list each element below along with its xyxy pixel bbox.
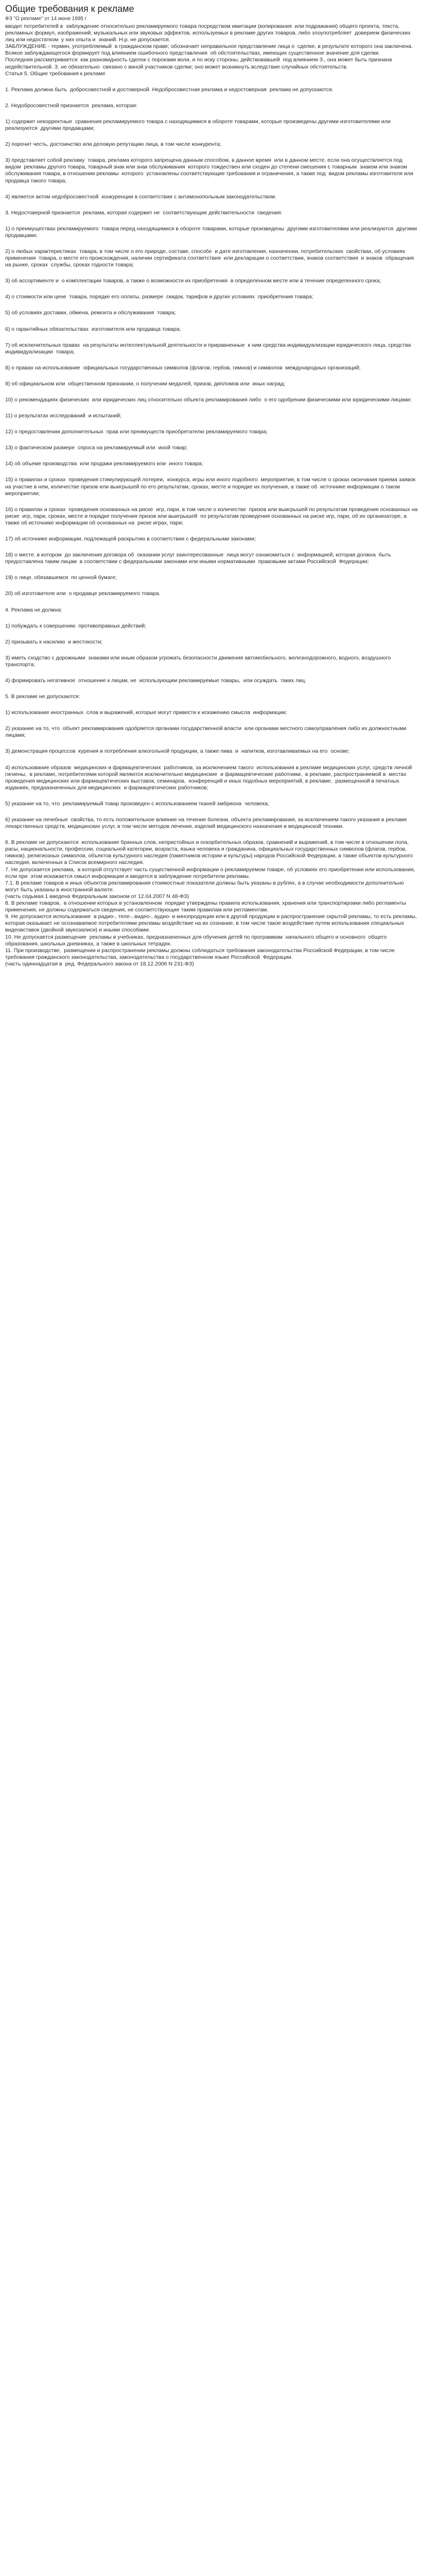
paragraph-spacer	[5, 614, 418, 623]
paragraph-spacer	[5, 668, 418, 677]
paragraph: 4. Реклама не должна:	[5, 606, 62, 613]
paragraph: 6. В рекламе не допускаются использование бранных слов, непристойных и оскорбительных образов, сравнений и выражений, в том числе в отношении пола, расы, национальности, профессии, социальной категории, возраста, языка человека и гражданина, официальных государственных символов (флагов, гербов, гимнов), религиозных символов, объектов культурного наследия (памятников истории и культуры) народов Российской Федерации, а также объектов культурного наследия, включенных в Список всемирного наследия.	[5, 839, 414, 866]
paragraph: 7) об исключительных правах на результаты интеллектуальной деятельности и приравненные к ним средства индивидуализации юридического лица, средства индивидуализации товара;	[5, 342, 413, 355]
paragraph: 6) указание на лечебные свойства, то есть положительное влияние на течение болезни, объекта рекламирования, за исключением такого указания в рекламе лекарственных средств, медицинских услуг, в том числе методов лечения, изделий медицинского назначения и медицинской техники.	[5, 817, 410, 830]
paragraph-spacer	[5, 184, 418, 194]
paragraph: 2) о любых характеристиках товара, в том числе о его природе, составе, способе и дате изготовления, назначении, потребительских свойствах, об условиях применения товара, о месте его происхождения, наличии сертификата соответствия или декларации о соответствии, знаков соответствия и знаков обращения на рынке, сроках службы, сроках годности товара;	[5, 248, 415, 268]
paragraph: 2) призывать к насилию и жестокости;	[5, 638, 103, 645]
paragraph: 3) иметь сходство с дорожными знаками или иным образом угрожать безопасности движения автомобильного, железнодорожного, водного, воздушного транспорта;	[5, 654, 394, 668]
paragraph: (часть седьмая.1 введена Федеральным законом от 12.04.2007 N 48-ФЗ)	[5, 893, 189, 900]
paragraph-spacer	[5, 109, 418, 118]
document-body	[5, 23, 418, 968]
paragraph-spacer	[5, 300, 418, 310]
paragraph: 11. При производстве, размещении и распространении рекламы должны соблюдаться требования законодательства Российской Федерации, в том числе требования гражданского законодательства, законодательства о государственном языке Российской Федерации.	[5, 947, 396, 960]
page-title: Общие требования к рекламе	[5, 4, 134, 14]
paragraph: 5. В рекламе не допускаются:	[5, 693, 80, 700]
paragraph: 10. Не допускается размещение рекламы в учебниках, предназначенных для обучения детей по программам начального общего и основного общего образования, школьных дневниках, а также в школьных тетрадях.	[5, 934, 389, 947]
paragraph-spacer	[5, 700, 418, 709]
paragraph: 9) об официальном или общественном признании, о получении медалей, призов, дипломов или иных наград;	[5, 380, 286, 387]
paragraph-spacer	[5, 598, 418, 607]
paragraph: 17) об источнике информации, подлежащей раскрытию в соответствии с федеральными законами;	[5, 536, 256, 543]
paragraph: 4) формировать негативное отношение к лицам, не использующим рекламируемые товары, или осуждать таких лиц.	[5, 677, 306, 684]
paragraph: 4) является актом недобросовестной конкуренции в соответствии с антимонопольным законодательством.	[5, 193, 276, 200]
paragraph: 4) использование образов медицинских и фармацевтических работников, за исключением такого использования в рекламе медицинских услуг, средств личной гигиены, в рекламе, потребителями которой являются исключительно медицинские и фармацевтические работники, в рекламе, распространяемой в местах проведения медицинских или фармацевтических выставок, семинаров, конференций и иных подобных мероприятий, в рекламе, размещенной в печатных изданиях, предназначенных для медицинских и фармацевтических работников;	[5, 764, 414, 791]
paragraph: 13) о фактическом размере спроса на рекламируемый или иной товар;	[5, 445, 188, 451]
paragraph-spacer	[5, 371, 418, 381]
paragraph: 2) порочит честь, достоинство или деловую репутацию лица, в том числе конкурента;	[5, 141, 221, 148]
paragraph-spacer	[5, 565, 418, 574]
paragraph-spacer	[5, 527, 418, 536]
paragraph: 3. Недостоверной признается реклама, которая содержит не соответствующие действительности сведения:	[5, 209, 283, 216]
paragraph-spacer	[5, 630, 418, 639]
paragraph-spacer	[5, 581, 418, 590]
paragraph: 10) о рекомендациях физических или юридических лиц относительно объекта рекламирования либо о его одобрении физическими или юридическими лицами;	[5, 397, 412, 403]
paragraph-spacer	[5, 317, 418, 326]
document-page	[0, 0, 425, 968]
paragraph-spacer	[5, 419, 418, 429]
paragraph: 7. Не допускается реклама, в которой отсутствует часть существенной информации о рекламируемом товаре, об условиях его приобретения или использования, если при этом искажается смысл информации и вводятся в заблуждение потребители рекламы.	[5, 866, 417, 879]
paragraph-spacer	[5, 148, 418, 157]
paragraph: ЗАБЛУЖДЕНИЕ - термин, употребляемый в гражданском праве; обозначает неправильное представление лица о сделке, в результате которого она заключена. Всякое заблуждающегося формирует под влиянием ошибочного представления об обстоятельствах, имеющих существенное значение для сделки.	[5, 43, 414, 57]
paragraph-spacer	[5, 284, 418, 294]
paragraph-spacer	[5, 684, 418, 693]
paragraph: 5) об условиях доставки, обмена, ремонта и обслуживания товара;	[5, 310, 176, 316]
paragraph: 11) о результатах исследований и испытаний;	[5, 413, 121, 419]
paragraph: 1) содержит некорректные сравнения рекламируемого товара с находящимися в обороте товарами, которые произведены другими изготовителями или реализуются другими продавцами;	[5, 118, 392, 132]
paragraph: 16) о правилах и сроках проведения основанных на риске игр, пари, в том числе о количестве призов или выигрышей по результатам проведения основанных на риске игр, пари, сроках, месте и порядке получения призов или выигрышей по результатам проведения основанных на риске игр, пари, об их организаторе, а также об источнике информации об основанных на риске играх, пари;	[5, 506, 420, 526]
paragraph-spacer	[5, 216, 418, 226]
paragraph-spacer	[5, 646, 418, 655]
paragraph-spacer	[5, 497, 418, 506]
paragraph-spacer	[5, 355, 418, 365]
paragraph-spacer	[5, 791, 418, 801]
paragraph: 2) указание на то, что объект рекламирования одобряется органами государственной власти или органами местного самоуправления либо их должностными лицами;	[5, 725, 408, 739]
paragraph: 2. Недобросовестной признается реклама, которая:	[5, 102, 137, 109]
paragraph: 1) о преимуществах рекламируемого товара перед находящимися в обороте товарами, которые произведены другими изготовителями или реализуются другими продавцами;	[5, 225, 418, 239]
paragraph: 5) указание на то, что рекламируемый товар произведен с использованием тканей эмбриона человека;	[5, 800, 269, 807]
paragraph-spacer	[5, 333, 418, 342]
paragraph: 12) о предоставлении дополнительных прав или преимуществ приобретателю рекламируемого товара;	[5, 429, 268, 435]
paragraph: вводит потребителей в заблуждение относительно рекламируемого товара посредством имитации (копирования или подражания) общего проекта, текста, рекламных формул, изображений, музыкальных или звуковых эффектов, используемых в рекламе других товаров, либо злоупотребляет доверием физических лиц или недостатком у них опыта и знаний. Н.р. не допускается.	[5, 23, 412, 43]
paragraph-spacer	[5, 451, 418, 461]
paragraph-spacer	[5, 435, 418, 445]
paragraph: 1) побуждать к совершению противоправных действий;	[5, 622, 147, 629]
paragraph: 1) использование иностранных слов и выражений, которые могут привести к искажению смысла информации;	[5, 709, 287, 716]
paragraph: 19) о лице, обязавшемся по ценной бумаге;	[5, 574, 117, 581]
paragraph: 9. Не допускаются использование в радио-, теле-, видео-, аудио- и кинопродукции или в другой продукции и распространение скрытой рекламы, то есть рекламы, которая оказывает не осознаваемое потребителями рекламы воздействие на их сознание, в том числе такое воздействие путем использования специальных видеовставок (двойной звукозаписи) и иными способами.	[5, 913, 418, 934]
paragraph-spacer	[5, 268, 418, 278]
paragraph-spacer	[5, 200, 418, 210]
paragraph: 6) о гарантийных обязательствах изготовителя или продавца товара;	[5, 326, 181, 332]
paragraph: 15) о правилах и сроках проведения стимулирующей лотереи, конкурса, игры или иного подобного мероприятия, в том числе о сроках окончания приема заявок на участие в нем, количестве призов или выигрышей по его результатам, сроках, месте и порядке их получения, а также об источнике информации о таком мероприятии;	[5, 477, 418, 497]
paragraph: 1. Реклама должна быть добросовестной и достоверной. Недобросовестная реклама и недостоверная реклама не допускаются.	[5, 86, 334, 93]
paragraph-spacer	[5, 716, 418, 725]
paragraph: 8. В рекламе товаров, в отношении которых в установленном порядке утверждены правила использования, хранения или транспортировки либо регламенты применения, не должны содержаться сведения, не соответствующие таким правилам или регламентам.	[5, 900, 408, 913]
paragraph: (часть одиннадцатая в ред. Федерального закона от 18.12.2006 N 231-ФЗ)	[5, 960, 194, 967]
paragraph: 7.1. В рекламе товаров и иных объектов рекламирования стоимостные показатели должны быть указаны в рублях, а в случае необходимости дополнительно могут быть указаны в иностранной валюте.	[5, 879, 406, 893]
paragraph-spacer	[5, 77, 418, 87]
paragraph: 18) о месте, в котором до заключения договора об оказании услуг заинтересованные лица могут ознакомиться с информацией, которая должна быть предоставлена таким лицам в соответствии с федеральными законами или иными нормативными правовыми актами Российской Федерации;	[5, 552, 394, 565]
paragraph-spacer	[5, 387, 418, 397]
paragraph: 3) демонстрация процессов курения и потребления алкогольной продукции, а также пива и напитков, изготавливаемых на его основе;	[5, 748, 350, 755]
paragraph: 4) о стоимости или цене товара, порядке его оплаты, размере скидок, тарифов и других условиях приобретения товара;	[5, 294, 313, 300]
paragraph: 3) представляет собой рекламу товара, реклама которого запрещена данным способом, в данное время или в данном месте, если она осуществляется под видом рекламы другого товара, товарный знак или знак обслуживания которого тождествен или сходен до степени смешения с товарным знаком или знаком обслуживания товара, в отношении рекламы которого установлены соответствующие требования и ограничения, а также под видом рекламы изготовителя или продавца такого товара;	[5, 157, 415, 184]
paragraph-spacer	[5, 807, 418, 817]
paragraph: Статья 5. Общие требования к рекламе	[5, 70, 106, 77]
paragraph-spacer	[5, 755, 418, 765]
paragraph: 14) об объеме производства или продажи рекламируемого или иного товара;	[5, 461, 203, 467]
paragraph: Последняя рассматривается как разновидность сделок с пороками воли, и по иску стороны, действовавшей под влиянием З., она может быть признана недействительной. З. не обязательно связано с виной участников сделки; оно может возникнуть вследствие случайных обстоятельств.	[5, 57, 394, 70]
paragraph-spacer	[5, 132, 418, 141]
paragraph: 8) о правах на использование официальных государственных символов (флагов, гербов, гимнов) и символов международных организаций;	[5, 364, 361, 371]
paragraph-spacer	[5, 830, 418, 839]
law-reference: ФЗ "О рекламе" от 14 июня 1995 г	[5, 16, 87, 22]
paragraph-spacer	[5, 93, 418, 103]
paragraph-spacer	[5, 239, 418, 248]
paragraph-spacer	[5, 403, 418, 413]
paragraph-spacer	[5, 739, 418, 748]
paragraph-spacer	[5, 543, 418, 552]
paragraph: 3) об ассортименте и о комплектации товаров, а также о возможности их приобретения в определенном месте или в течение определенного срока;	[5, 278, 381, 284]
paragraph-spacer	[5, 467, 418, 477]
paragraph: 20) об изготовителе или о продавце рекламируемого товара.	[5, 590, 161, 597]
